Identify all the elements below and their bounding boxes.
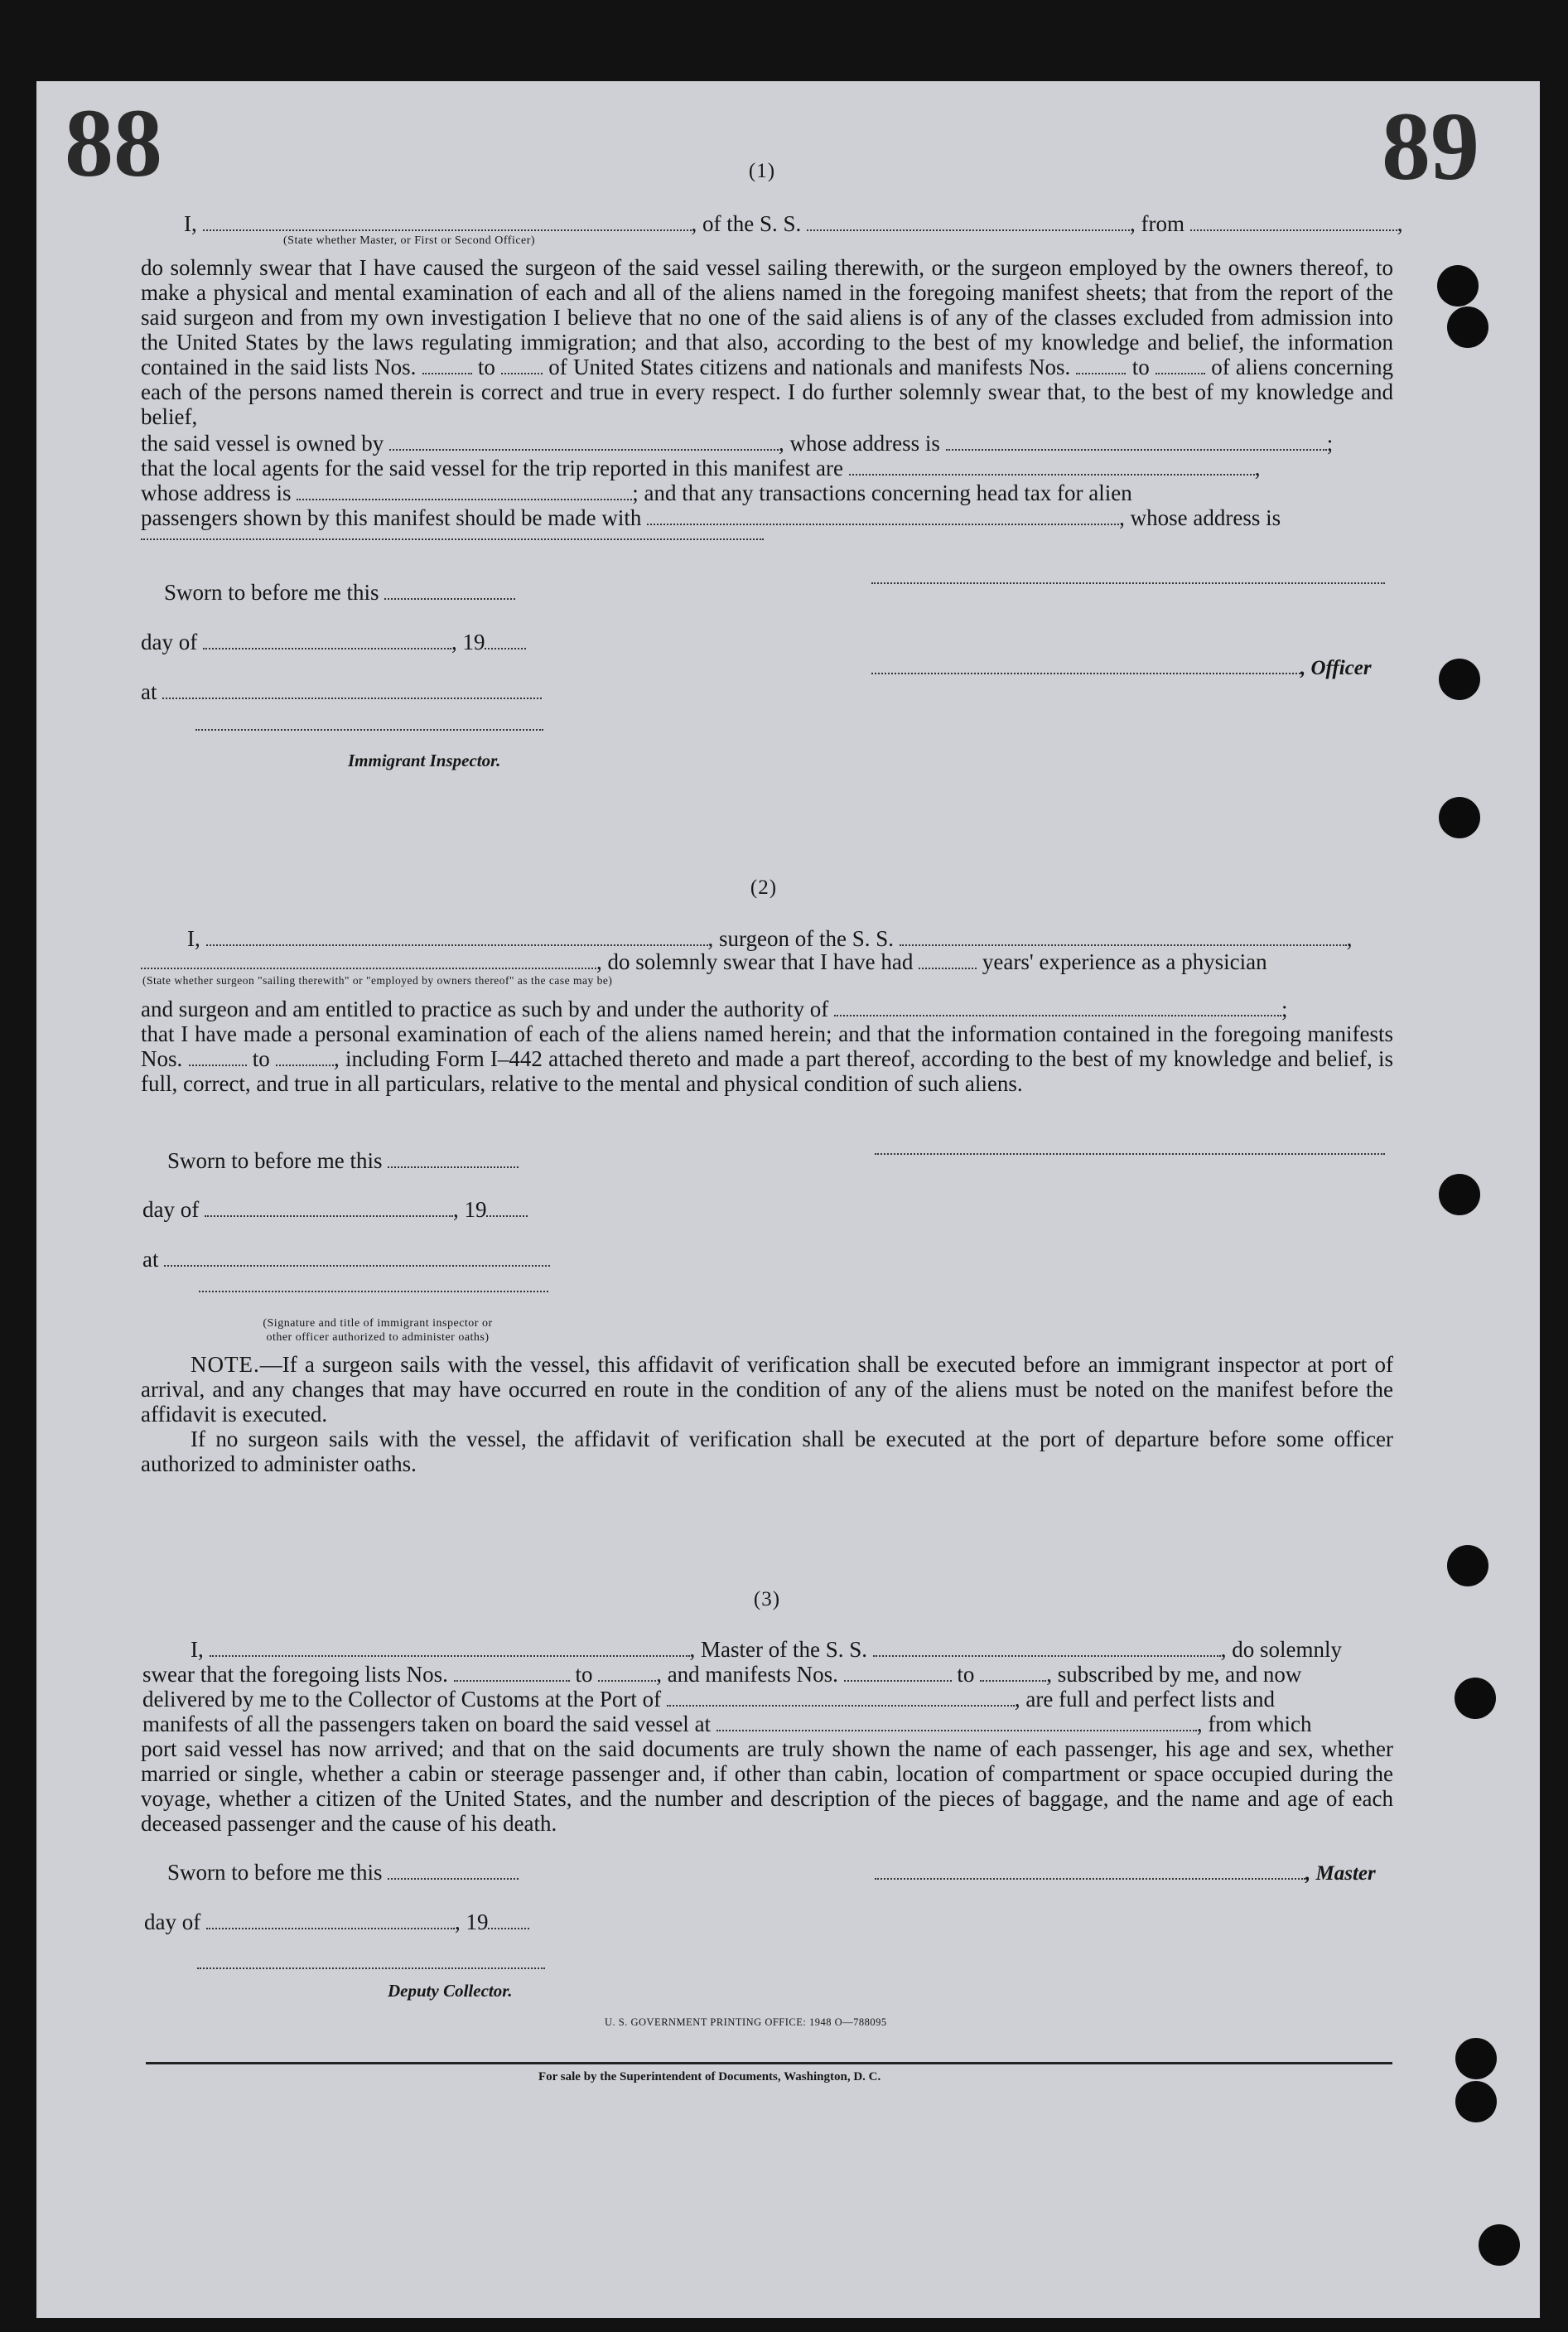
of-ss-label: , of the S. S. (691, 211, 802, 236)
binder-hole (1439, 659, 1480, 700)
master-oath-paragraph: port said vessel has now arrived; and that on the said documents are truly shown the name of each passenger, his age and sex, whether married or single, whether a cabin or steerage passenger and, if other than cabin, location of compartment or space occupied during the voyage, whether a citizen of the United States, and the number and description of the pieces of baggage, and the name and age of each deceased passenger and the cause of his death. (141, 1736, 1393, 1836)
surgeon-oath-paragraph: that I have made a personal examination of each of the aliens named herein; and that the information contained in the foregoing manifests Nos. (141, 1021, 1393, 1071)
officer-signature-line-1[interactable] (871, 582, 1385, 584)
master-lists-to-field[interactable] (598, 1665, 656, 1682)
administering-officer-signature-line[interactable] (199, 1291, 548, 1292)
at-place-field[interactable] (162, 683, 542, 699)
surgeon-caption: (State whether surgeon "sailing therewith" or "employed by owners thereof" as the case may be) (142, 974, 613, 987)
binder-hole (1455, 1678, 1496, 1719)
embarkation-port-field[interactable] (716, 1715, 1197, 1731)
owner-field[interactable] (389, 434, 779, 451)
surgeon-sworn-date-field[interactable] (388, 1152, 519, 1168)
surgeon-day-of-field[interactable] (205, 1200, 453, 1217)
year-field[interactable] (485, 633, 526, 649)
immigrant-inspector-label: Immigrant Inspector. (348, 751, 501, 770)
binder-hole (1437, 265, 1479, 307)
gpo-imprint: U. S. GOVERNMENT PRINTING OFFICE: 1948 O—788095 (605, 2016, 887, 2028)
master-manifests-from-field[interactable] (844, 1665, 952, 1682)
lists-to-field[interactable] (501, 358, 543, 374)
master-lists-from-field[interactable] (454, 1665, 570, 1682)
master-manifests-to-field[interactable] (980, 1665, 1046, 1682)
surgeon-type-field[interactable] (141, 953, 596, 969)
footer-rule (146, 2062, 1392, 2064)
officer-name-field[interactable] (203, 215, 692, 231)
ship-name-field[interactable] (807, 215, 1130, 231)
from-label: , from (1130, 211, 1184, 236)
manifests-from-field[interactable] (1076, 358, 1126, 374)
surgeon-year-field[interactable] (486, 1200, 528, 1217)
master-day-of-field[interactable] (206, 1913, 455, 1929)
section-2-heading: (2) (750, 876, 778, 899)
note-block (141, 1352, 1393, 1427)
officer-caption: (State whether Master, or First or Second Officer) (283, 234, 536, 247)
surgeon-manifests-to-field[interactable] (276, 1050, 334, 1066)
head-tax-agent-field[interactable] (647, 509, 1119, 525)
binder-hole (1447, 307, 1488, 348)
officer-signature-field[interactable] (871, 658, 1300, 674)
svg-text:88: 88 (65, 89, 162, 197)
deputy-collector-signature-line[interactable] (197, 1967, 545, 1969)
sale-notice: For sale by the Superintendent of Documents, Washington, D. C. (538, 2070, 881, 2083)
agents-address-field[interactable] (297, 484, 632, 500)
surgeon-manifests-from-field[interactable] (189, 1050, 247, 1066)
master-ship-field[interactable] (873, 1640, 1221, 1657)
note-text-2: If no surgeon sails with the vessel, the affidavit of verification shall be executed at the port of departure before some officer authorized to administer oaths. (141, 1427, 1393, 1476)
page-number-stamp-left (51, 83, 176, 207)
surgeon-at-field[interactable] (164, 1250, 550, 1267)
deputy-collector-label: Deputy Collector. (388, 1981, 513, 2001)
note-text: —If a surgeon sails with the vessel, this affidavit of verification shall be executed before an immigrant inspector at port of arrival, and any changes that may have occurred en route in the condition of any of the aliens must be noted on the manifest before the affidavit is executed. (141, 1352, 1393, 1427)
binder-hole (1447, 1545, 1488, 1586)
surgeon-name-field[interactable] (206, 929, 708, 946)
section-3-heading: (3) (753, 1588, 781, 1610)
from-port-field[interactable] (1190, 215, 1397, 231)
signature-caption: (Signature and title of immigrant inspector or other officer authorized to administer oaths) (263, 1317, 493, 1344)
oath-paragraph-1: do solemnly swear that I have caused the surgeon of the said vessel sailing therewith, or the surgeon employed by the owners thereof, to make a physical and mental examination of each and all of the aliens named in the foregoing manifest sheets; that from the report of the said surgeon and from my own investigation I believe that no one of the said aliens is of any of the classes excluded from admission into the United States by the laws regulating immigration; and that also, according to the best of my knowledge and belief, the information contained in the said lists Nos. (141, 255, 1393, 379)
surgeon-signature-line[interactable] (875, 1153, 1385, 1155)
head-tax-address-field[interactable] (141, 538, 764, 540)
section-1-heading: (1) (748, 160, 776, 182)
master-name-field[interactable] (210, 1640, 690, 1657)
binder-hole (1455, 2081, 1497, 2122)
manifests-to-field[interactable] (1155, 358, 1205, 374)
master-year-field[interactable] (488, 1913, 529, 1929)
binder-hole (1439, 1174, 1480, 1215)
owner-address-field[interactable] (946, 434, 1327, 451)
note-label: NOTE. (191, 1352, 260, 1377)
local-agents-field[interactable] (849, 459, 1255, 476)
sworn-date-field[interactable] (384, 583, 515, 600)
inspector-signature-line[interactable] (195, 729, 543, 731)
binder-hole (1439, 797, 1480, 838)
master-signature-field[interactable] (875, 1863, 1305, 1880)
binder-hole (1479, 2224, 1520, 2266)
day-of-field[interactable] (203, 633, 451, 649)
master-sworn-date-field[interactable] (388, 1863, 519, 1880)
binder-hole (1455, 2038, 1497, 2079)
authority-field[interactable] (834, 1000, 1281, 1016)
svg-text:89: 89 (1382, 92, 1479, 200)
lists-from-field[interactable] (422, 358, 472, 374)
surgeon-ship-field[interactable] (900, 929, 1347, 946)
page-number-stamp-right (1368, 86, 1493, 210)
port-field[interactable] (667, 1690, 1015, 1707)
officer-i: I, (184, 211, 197, 236)
years-experience-field[interactable] (919, 953, 977, 969)
